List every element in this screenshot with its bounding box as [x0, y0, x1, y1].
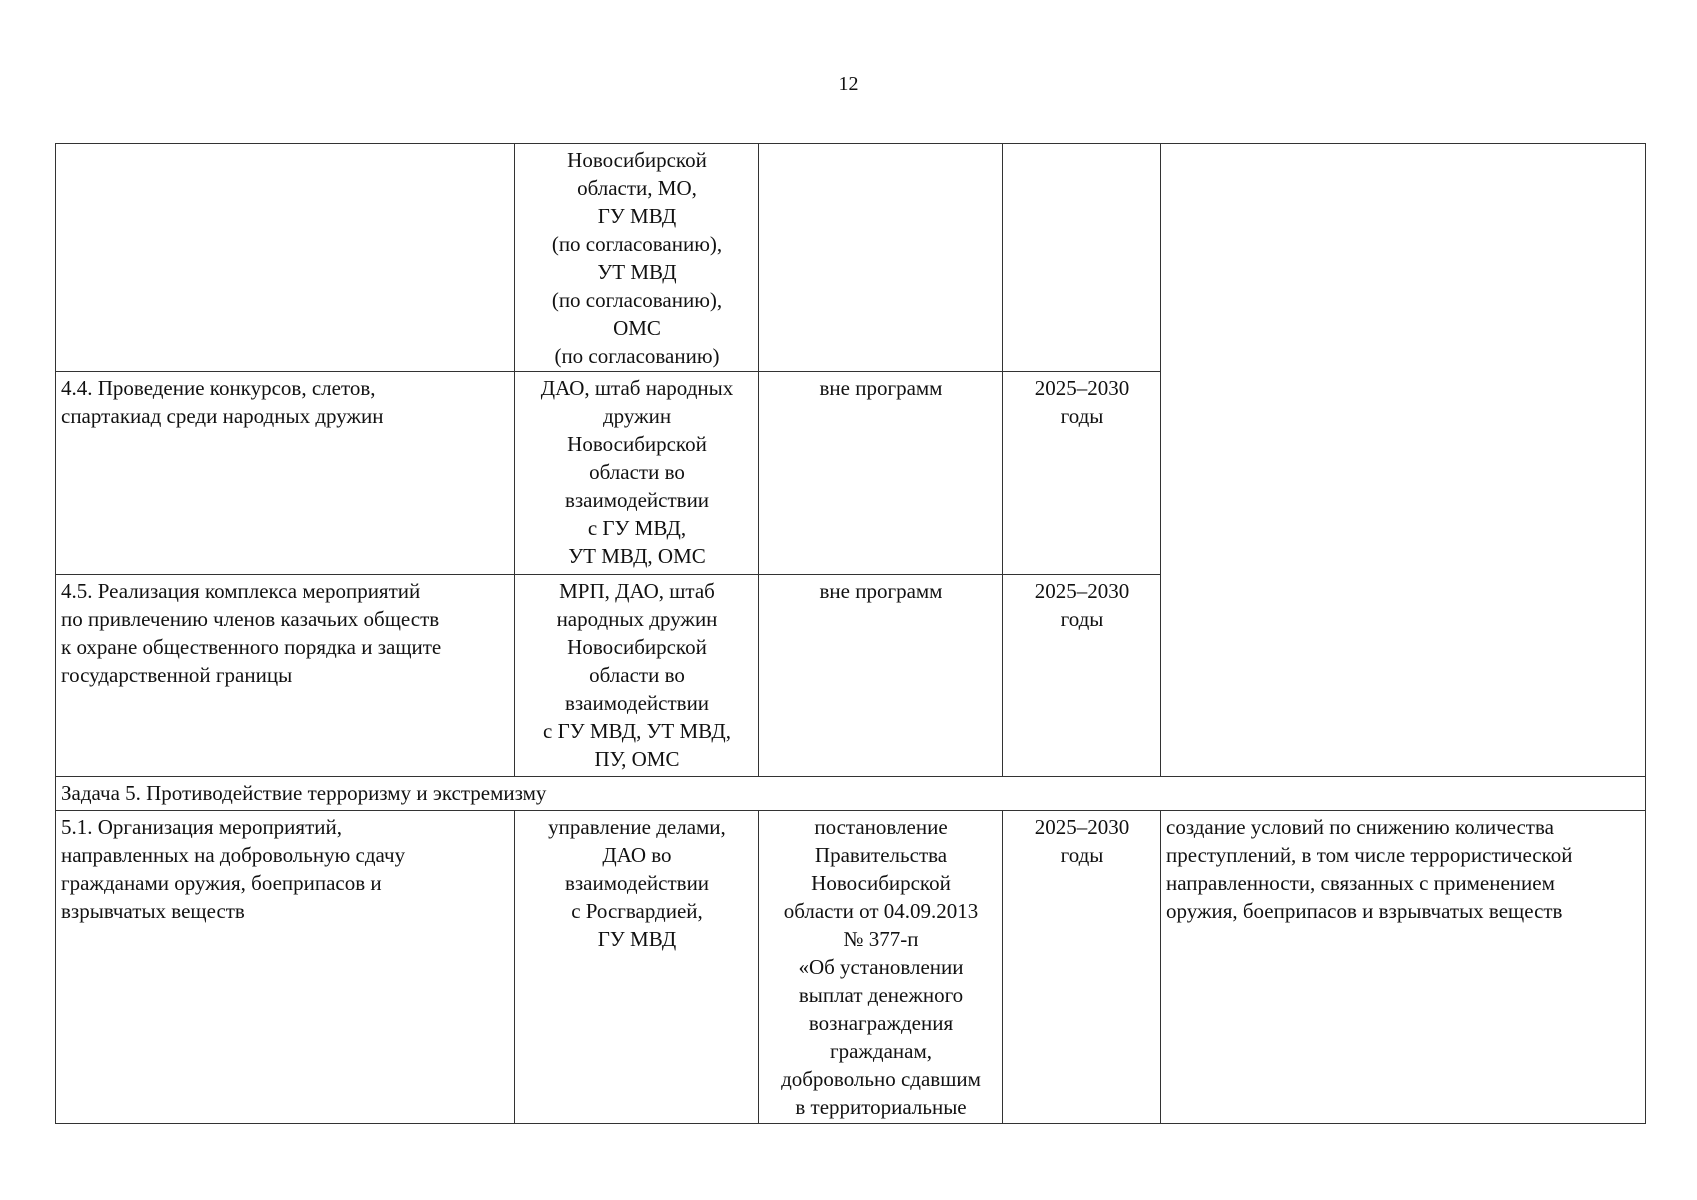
funding-cell: вне программ	[759, 372, 1003, 575]
result-cell: создание условий по снижению количества преступлений, в том числе террористической направленности, связанных с применением оружия, боеприпасов и взрывчатых веществ	[1161, 811, 1646, 1124]
period-cell: 2025–2030 годы	[1003, 575, 1161, 777]
funding-cell: вне программ	[759, 575, 1003, 777]
period-cell: 2025–2030 годы	[1003, 372, 1161, 575]
period-cell	[1003, 144, 1161, 372]
table-row	[56, 144, 1646, 372]
activity-cell	[56, 144, 515, 372]
section-row	[56, 777, 1646, 811]
page-number: 12	[838, 73, 859, 95]
table-row	[56, 811, 1646, 1124]
executor-cell: Новосибирской области, МО, ГУ МВД (по согласованию), УТ МВД (по согласованию), ОМС (по согласованию)	[515, 144, 759, 372]
executor-cell: МРП, ДАО, штаб народных дружин Новосибирской области во взаимодействии с ГУ МВД, УТ МВД, ПУ, ОМС	[515, 575, 759, 777]
executor-cell: управление делами, ДАО во взаимодействии с Росгвардией, ГУ МВД	[515, 811, 759, 1124]
executor-cell: ДАО, штаб народных дружин Новосибирской области во взаимодействии с ГУ МВД, УТ МВД, ОМС	[515, 372, 759, 575]
activity-cell: 4.4. Проведение конкурсов, слетов, спартакиад среди народных дружин	[56, 372, 515, 575]
activity-cell: 5.1. Организация мероприятий, направленных на добровольную сдачу гражданами оружия, боеприпасов и взрывчатых веществ	[56, 811, 515, 1124]
period-cell: 2025–2030 годы	[1003, 811, 1161, 1124]
task-heading: Задача 5. Противодействие терроризму и экстремизму	[56, 777, 1646, 811]
funding-cell	[759, 144, 1003, 372]
measures-table	[55, 143, 1646, 1124]
funding-cell: постановление Правительства Новосибирской области от 04.09.2013 № 377-п «Об установлении выплат денежного вознаграждения гражданам, добровольно сдавшим в территориальные	[759, 811, 1003, 1124]
activity-cell: 4.5. Реализация комплекса мероприятий по привлечению членов казачьих обществ к охране общественного порядка и защите государственной границы	[56, 575, 515, 777]
result-cell	[1161, 144, 1646, 777]
